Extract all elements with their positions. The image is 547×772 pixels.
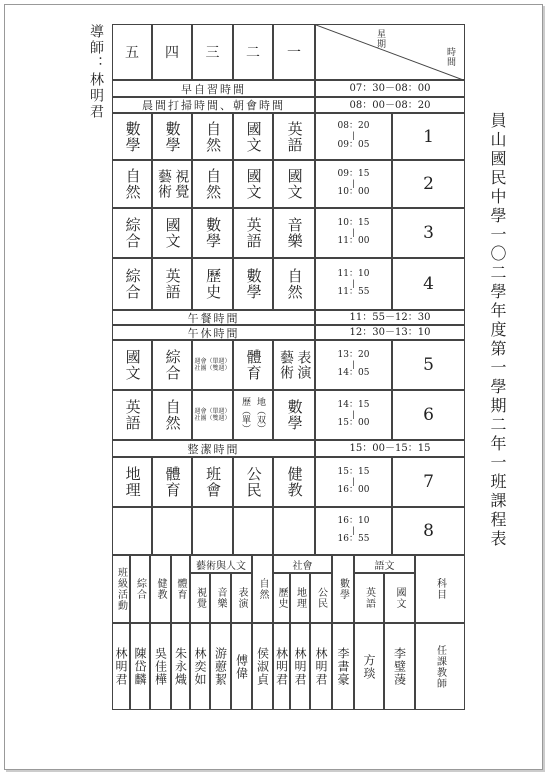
- assembly-club-stack: [194, 408, 230, 422]
- subject-name: 國文: [244, 120, 263, 153]
- special-row-time-text: 11：55－12：30: [349, 312, 431, 323]
- period-number: [392, 457, 465, 507]
- period-number-text: 6: [423, 405, 434, 425]
- compound-subject-part: 視覺: [173, 169, 190, 199]
- special-row-morning_study: [112, 80, 315, 97]
- compound-subject-part: 地（双）: [255, 397, 265, 433]
- subject-header-text: 健教: [155, 578, 166, 600]
- compound-subject: [239, 397, 267, 433]
- special-row-time: [315, 80, 465, 97]
- subject-name: 自然: [163, 399, 182, 431]
- subject-header-text: 地理: [294, 587, 306, 609]
- time-separator: |: [352, 409, 355, 419]
- subject-header: [354, 573, 384, 623]
- subject-header: [384, 573, 415, 623]
- special-row-tidy: [112, 440, 315, 457]
- period-start: 08：20: [337, 121, 370, 132]
- subject-name: 英語: [163, 268, 182, 300]
- subject-row-label: [415, 555, 465, 623]
- subject-header: [112, 555, 130, 623]
- time-separator: |: [352, 178, 355, 188]
- time-separator: |: [352, 278, 355, 288]
- subject-cell: [233, 160, 273, 208]
- subject-header: [310, 573, 332, 623]
- period-number-text: 5: [423, 355, 434, 375]
- teacher-row-label-text: 任課教師: [434, 644, 446, 689]
- group-header-arts: [190, 555, 252, 573]
- assembly-club-stack: [194, 358, 230, 372]
- period-end: 09：05: [337, 139, 370, 150]
- period-time-stack: [338, 122, 370, 151]
- subject-header-text: 國文: [394, 587, 405, 609]
- period-number: [392, 507, 465, 555]
- subject-header: [231, 573, 252, 623]
- corner-weekday-label: 星期: [375, 29, 385, 49]
- subject-cell: [152, 457, 192, 507]
- subject-name: 數學: [204, 217, 223, 249]
- subject-name: 音樂: [285, 217, 304, 249]
- subject-cell: [192, 160, 233, 208]
- subject-name: 自然: [285, 268, 304, 300]
- period-number: [392, 390, 465, 440]
- subject-header: [130, 555, 150, 623]
- teacher-name: 方琰: [362, 653, 376, 680]
- subject-cell: [233, 507, 273, 555]
- day-label: 三: [205, 45, 220, 61]
- subject-cell: [152, 507, 192, 555]
- subject-name: 班會: [204, 466, 223, 498]
- period-number-text: 3: [423, 223, 434, 243]
- day-header-4: [273, 24, 315, 80]
- period-end: 15：00: [337, 418, 370, 429]
- period-start: 15：15: [337, 466, 370, 477]
- compound-subject: [278, 350, 311, 380]
- period-time-stack: [338, 401, 370, 430]
- period-end: 16：55: [337, 534, 370, 545]
- period-end: 11：55: [337, 287, 370, 298]
- period-end: 16：00: [337, 485, 370, 496]
- subject-cell: [152, 208, 192, 258]
- assembly-club-text: 週會（單週）: [194, 407, 231, 415]
- teacher-cell: [290, 623, 310, 710]
- special-row-label: 晨間打掃時間、朝會時間: [142, 99, 285, 112]
- period-time: [315, 160, 392, 208]
- subject-name: 體育: [244, 349, 263, 381]
- special-row-cleaning_meeting: [112, 97, 315, 113]
- subject-cell: [273, 208, 315, 258]
- subject-cell: [192, 340, 233, 390]
- subject-cell: [233, 340, 273, 390]
- teacher-cell: [273, 623, 290, 710]
- period-number-text: 8: [423, 521, 434, 541]
- teacher-name: 朱永熾: [173, 647, 188, 686]
- period-number-text: 2: [423, 174, 434, 194]
- subject-header-text: 英語: [363, 587, 375, 609]
- assembly-club-text: 社團（雙週）: [194, 415, 231, 422]
- period-number: [392, 113, 465, 160]
- period-time-stack: [338, 219, 370, 248]
- special-row-nap: [112, 325, 315, 340]
- special-row-time-text: 12：30－13：10: [349, 327, 431, 338]
- period-number: [392, 208, 465, 258]
- day-label: 二: [246, 45, 260, 61]
- period-time-stack: [338, 468, 370, 497]
- subject-cell: [112, 258, 152, 310]
- subject-header: [273, 573, 290, 623]
- homeroom-teacher: 導師：林明君: [88, 24, 104, 120]
- teacher-name: 侯淑貞: [255, 647, 270, 686]
- special-row-time: [315, 97, 465, 113]
- group-label: 藝術與人文: [196, 560, 246, 572]
- subject-name: 數學: [163, 120, 182, 153]
- subject-name: 自然: [204, 120, 223, 153]
- teacher-name: 傅偉: [234, 653, 249, 680]
- period-end: 14：05: [337, 368, 370, 379]
- subject-cell: [152, 340, 192, 390]
- teacher-name: 林明君: [314, 647, 328, 686]
- corner-time-label: 時間: [445, 47, 455, 67]
- subject-name: 歷史: [204, 268, 223, 300]
- assembly-club-text: 週會（單週）: [194, 357, 231, 365]
- subject-cell: [192, 208, 233, 258]
- subject-header-text: 自然: [257, 578, 268, 600]
- period-number-text: 1: [423, 126, 434, 147]
- subject-header-text: 歷史: [276, 587, 287, 609]
- special-row-lunch: [112, 310, 315, 325]
- subject-header-text: 表演: [236, 587, 247, 609]
- teacher-cell: [130, 623, 150, 710]
- subject-name: 數學: [285, 399, 304, 431]
- special-row-label: 整潔時間: [187, 442, 240, 456]
- period-start: 10：15: [337, 217, 370, 228]
- day-label: 一: [287, 45, 301, 61]
- subject-name: 自然: [123, 168, 142, 200]
- period-time-stack: [338, 351, 370, 380]
- compound-subject-part: 表演: [295, 350, 312, 380]
- subject-header: [171, 555, 190, 623]
- compound-subject: [156, 169, 189, 199]
- special-row-label: 午休時間: [187, 326, 240, 340]
- teacher-cell: [310, 623, 332, 710]
- special-row-time: [315, 310, 465, 325]
- period-number: [392, 258, 465, 310]
- teacher-row-label: [415, 623, 465, 710]
- period-start: 14：15: [337, 399, 370, 410]
- subject-cell: [192, 113, 233, 160]
- compound-subject-part: 歷（單）: [240, 397, 250, 433]
- subject-cell: [112, 113, 152, 160]
- time-separator: |: [352, 227, 355, 237]
- period-time: [315, 390, 392, 440]
- subject-cell: [273, 340, 315, 390]
- subject-name: 地理: [123, 466, 142, 498]
- subject-cell: [273, 457, 315, 507]
- period-time-stack: [338, 170, 370, 199]
- day-header-1: [152, 24, 192, 80]
- subject-cell: [233, 113, 273, 160]
- special-row-time-text: 15：00－15：15: [349, 443, 431, 454]
- period-start: 09：15: [337, 168, 370, 179]
- subject-cell: [233, 208, 273, 258]
- special-row-label: 早自習時間: [181, 82, 246, 96]
- subject-header: [252, 555, 273, 623]
- subject-cell: [152, 160, 192, 208]
- subject-row-label-text: 科目: [434, 578, 446, 600]
- special-row-label: 午餐時間: [187, 311, 240, 325]
- teacher-cell: [354, 623, 384, 710]
- compound-subject-part: 藝術: [156, 169, 172, 199]
- teacher-name: 陳岱麟: [133, 647, 147, 686]
- subject-cell: [192, 457, 233, 507]
- group-label: 語文: [374, 560, 395, 572]
- teacher-name: 李書豪: [336, 647, 350, 686]
- subject-header: [290, 573, 310, 623]
- subject-cell: [273, 507, 315, 555]
- period-time: [315, 340, 392, 390]
- subject-header-text: 班級活動: [115, 567, 127, 611]
- teacher-name: 吳佳樺: [153, 647, 168, 686]
- teacher-name: 林奕如: [193, 647, 207, 686]
- subject-cell: [112, 507, 152, 555]
- period-start: 16：10: [337, 515, 370, 526]
- subject-cell: [192, 390, 233, 440]
- subject-cell: [112, 390, 152, 440]
- subject-cell: [233, 258, 273, 310]
- subject-name: 健教: [285, 466, 304, 498]
- subject-name: 體育: [163, 466, 182, 498]
- group-header-language: [354, 555, 415, 573]
- day-header-0: [112, 24, 152, 80]
- teacher-cell: [150, 623, 171, 710]
- day-label: 四: [165, 45, 179, 61]
- subject-header-text: 音樂: [215, 587, 226, 609]
- period-time: [315, 113, 392, 160]
- teacher-cell: [171, 623, 190, 710]
- teacher-name: 李璧蓤: [392, 647, 407, 686]
- period-number-text: 4: [423, 274, 434, 294]
- period-time: [315, 208, 392, 258]
- subject-header-text: 公民: [315, 587, 327, 609]
- subject-header: [190, 573, 210, 623]
- subject-name: 綜合: [123, 268, 142, 300]
- corner-header: [315, 24, 465, 80]
- subject-header: [210, 573, 231, 623]
- subject-name: 綜合: [123, 217, 142, 249]
- subject-header-text: 數學: [337, 578, 349, 600]
- special-row-time: [315, 325, 465, 340]
- period-time: [315, 457, 392, 507]
- period-end: 10：00: [337, 187, 370, 198]
- subject-cell: [112, 160, 152, 208]
- period-start: 11：10: [337, 268, 370, 279]
- teacher-name: 林明君: [293, 647, 307, 686]
- special-row-time: [315, 440, 465, 457]
- subject-name: 綜合: [163, 349, 182, 381]
- subject-name: 國文: [123, 349, 142, 381]
- teacher-cell: [190, 623, 210, 710]
- teacher-cell: [252, 623, 273, 710]
- time-separator: |: [352, 525, 355, 535]
- special-row-time-text: 08：00－08：20: [349, 99, 431, 111]
- subject-cell: [112, 208, 152, 258]
- assembly-club-text: 社團（雙週）: [194, 365, 231, 372]
- subject-header: [150, 555, 171, 623]
- period-number: [392, 340, 465, 390]
- subject-cell: [273, 390, 315, 440]
- subject-name: 公民: [244, 466, 263, 498]
- subject-name: 國文: [163, 217, 182, 249]
- subject-cell: [192, 258, 233, 310]
- subject-cell: [112, 340, 152, 390]
- period-time-stack: [338, 517, 370, 546]
- teacher-cell: [210, 623, 231, 710]
- day-header-2: [192, 24, 233, 80]
- teacher-name: 游藯絜: [213, 647, 228, 686]
- subject-name: 英語: [285, 120, 304, 153]
- group-header-society: [273, 555, 332, 573]
- subject-cell: [273, 258, 315, 310]
- subject-cell: [192, 507, 233, 555]
- time-separator: |: [352, 131, 355, 141]
- subject-name: 數學: [244, 268, 263, 300]
- special-row-time-text: 07：30－08：00: [349, 83, 431, 94]
- period-number: [392, 160, 465, 208]
- teacher-name: 林明君: [114, 647, 128, 686]
- subject-cell: [233, 457, 273, 507]
- period-time: [315, 507, 392, 555]
- teacher-cell: [231, 623, 252, 710]
- subject-name: 英語: [244, 217, 263, 249]
- day-label: 五: [125, 45, 139, 61]
- subject-cell: [152, 390, 192, 440]
- teacher-cell: [112, 623, 130, 710]
- subject-cell: [273, 113, 315, 160]
- day-header-3: [233, 24, 273, 80]
- period-time-stack: [338, 270, 370, 299]
- corner-diagonal: [316, 25, 465, 80]
- period-end: 11：00: [337, 236, 370, 247]
- subject-cell: [112, 457, 152, 507]
- page-title: 員山國民中學一〇二學年度第一學期二年一班課程表: [488, 112, 507, 549]
- teacher-cell: [384, 623, 415, 710]
- subject-name: 國文: [285, 168, 304, 200]
- teacher-cell: [332, 623, 354, 710]
- subject-cell: [273, 160, 315, 208]
- subject-name: 自然: [204, 168, 223, 200]
- teacher-name: 林明君: [274, 647, 289, 686]
- subject-header-text: 視覺: [194, 587, 206, 609]
- compound-subject-part: 藝術: [278, 350, 294, 380]
- period-time: [315, 258, 392, 310]
- period-number-text: 7: [423, 472, 434, 492]
- group-label: 社會: [292, 560, 313, 572]
- subject-cell: [152, 258, 192, 310]
- subject-header: [332, 555, 354, 623]
- subject-header-text: 體育: [175, 578, 186, 600]
- subject-cell: [152, 113, 192, 160]
- subject-name: 數學: [123, 120, 142, 153]
- subject-name: 國文: [244, 168, 263, 200]
- period-start: 13：20: [337, 349, 370, 360]
- subject-header-text: 綜合: [134, 578, 146, 600]
- subject-name: 英語: [123, 399, 142, 431]
- time-separator: |: [352, 359, 355, 369]
- subject-cell: [233, 390, 273, 440]
- time-separator: |: [352, 476, 355, 486]
